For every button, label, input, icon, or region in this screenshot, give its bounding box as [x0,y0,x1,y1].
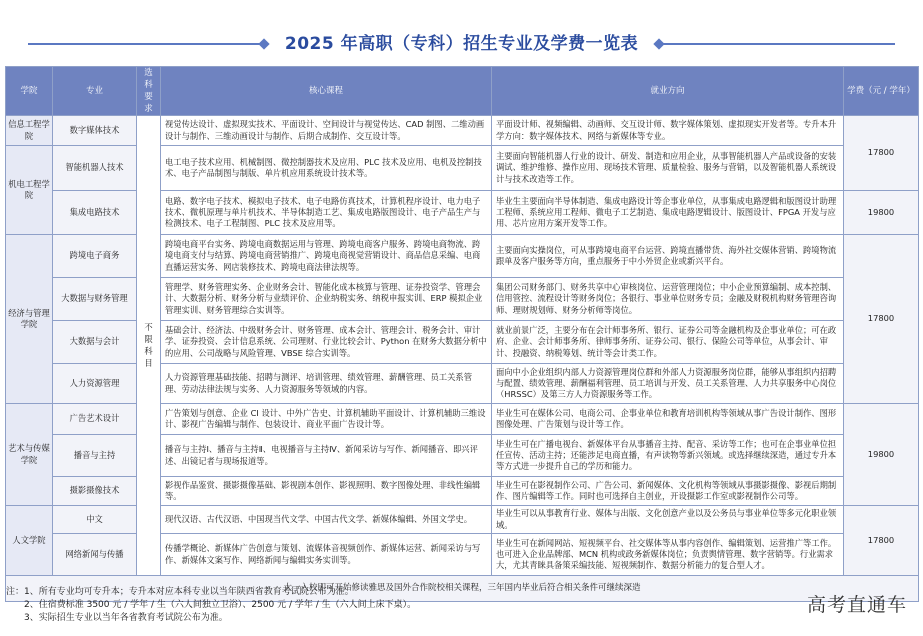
direction-cell: 毕业生可在媒体公司、电商公司、企事业单位和教育培训机构等领域从事广告设计制作、图形图像处理、广告策划与设计等工作。 [492,404,844,435]
note-text: 1、所有专业均可专升本；专升本对应本科专业以当年陕西省教育考试院公布为准。 [24,587,354,597]
courses-cell: 现代汉语、古代汉语、中国现当代文学、中国古代文学、新媒体编辑、外国文学史。 [161,506,492,534]
direction-cell: 集团公司财务部门、财务共享中心审核岗位、运营管理岗位；中小企业预算编制、成本控制、信用管控、流程设计等财务岗位；各银行、事业单位财务专员；金融及财税机构财务管理咨询师、理财规划师、财务分析师等岗位。 [492,278,844,321]
direction-cell: 毕业生可以从事教育行业、媒体与出版、文化创意产业以及公务员与事业单位等多元化职业领域。 [492,506,844,534]
major-cell: 摄影摄像技术 [53,477,137,506]
note-text: 3、实际招生专业以当年各省教育考试院公布为准。 [24,613,228,623]
major-cell: 广告艺术设计 [53,404,137,435]
college-cell: 信息工程学院 [6,116,53,146]
courses-cell: 电工电子技术应用、机械制图、微控制器技术及应用、PLC 技术及应用、电机及控制技术、电子产品制图与制版、单片机应用系统设计技术等。 [161,146,492,191]
notes-prefix: 注： [6,587,25,597]
direction-cell: 平面设计师、视频编辑、动画师、交互设计师、数字媒体策划、虚拟现实开发者等。专升本升学方向：数字媒体技术、网络与新媒体等专业。 [492,116,844,146]
major-cell: 中文 [53,506,137,534]
fee-cell: 17800 [844,116,919,191]
major-cell: 播音与主持 [53,435,137,477]
fee-cell: 19800 [844,404,919,506]
direction-cell: 毕业生主要面向半导体制造、集成电路设计等企事业单位，从事集成电路逻辑和版图设计助理工程师、系统应用工程师、微电子工艺制造、集成电路逻辑设计、版图设计、FPGA 开发与应用、芯片应用方案开发等工作。 [492,191,844,235]
notes [6,586,416,625]
header-courses: 核心课程 [161,67,492,116]
page-title: 2025 年高职（专科）招生专业及学费一览表 [284,34,639,54]
college-cell: 经济与管理学院 [6,235,53,404]
major-cell: 集成电路技术 [53,191,137,235]
header-transfer: 选科要求 [137,67,161,116]
direction-cell: 面向中小企业组织内部人力资源管理岗位群和外部人力资源服务岗位群，能够从事组织内招聘与配置、绩效管理、薪酬福利管理、员工培训与开发、员工关系管理、人力共享服务中心岗位（HRSSC）及第三方人力资源服务等工作。 [492,364,844,404]
courses-cell: 播音与主持Ⅰ、播音与主持Ⅱ、电视播音与主持Ⅳ、新闻采访与写作、新闻播音、即兴评述、出镜记者与现场报道等。 [161,435,492,477]
transfer-requirement-cell: 不限科目 [137,116,161,576]
courses-cell: 传播学概论、新媒体广告创意与策划、流媒体音视频创作、新媒体运营、新闻采访与写作、新媒体文案写作、网络新闻与编辑实务实训等。 [161,534,492,576]
title-bar [0,30,923,58]
courses-cell: 广告策划与创意、企业 CI 设计、中外广告史、计算机辅助平面设计、计算机辅助三维设计、影视广告编辑与制作、包装设计、商业平面广告设计等。 [161,404,492,435]
major-cell: 网络新闻与传播 [53,534,137,576]
courses-cell: 基础会计、经济法、中级财务会计、财务管理、成本会计、管理会计、税务会计、审计学、证券投资、会计信息系统、公司理财、行业比较会计、Python 在财务大数据分析中的应用、公司战略与风险管理、VBSE 综合实训等。 [161,321,492,364]
title-rule-left [28,43,266,45]
college-cell: 艺术与传媒学院 [6,404,53,506]
courses-cell: 视觉传达设计、虚拟现实技术、平面设计、空间设计与视觉传达、CAD 制图、二维动画设计与制作、三维动画设计与制作、后期合成制作、交互设计等。 [161,116,492,146]
major-cell: 数字媒体技术 [53,116,137,146]
fee-cell: 17800 [844,235,919,404]
fee-cell: 17800 [844,506,919,576]
header-college: 学院 [6,67,53,116]
major-cell: 大数据与会计 [53,321,137,364]
direction-cell: 就业前景广泛，主要分布在会计师事务所、银行、证券公司等金融机构及企事业单位；可在政府、企业、会计师事务所、律师事务所、证券公司、银行、保险公司等单位，从事会计、审计、投融资、纳税筹划、统计等会计类工作。 [492,321,844,364]
courses-cell: 管理学、财务管理实务、企业财务会计、智能化成本核算与管理、证券投资学、管理会计、大数据分析、财务分析与业绩评价、企业纳税实务、纳税申报实训、ERP 模拟企业管理实训、财务管理综合实训等。 [161,278,492,321]
college-cell: 人文学院 [6,506,53,576]
table-row [6,116,919,146]
note-text: 2、住宿费标准 3500 元 / 学年 / 生（六人间独立卫浴）、2500 元 / 学年 / 生（六人间上床下桌）。 [24,600,417,610]
direction-cell: 毕业生可在影视制作公司、广告公司、新闻媒体、文化机构等领域从事摄影摄像、影视后期制作、图片编辑等工作。同时也可选择自主创业，开设摄影工作室或影视制作公司等。 [492,477,844,506]
courses-cell: 跨境电商平台实务、跨境电商数据运用与管理、跨境电商客户服务、跨境电商物流、跨境电商支付与结算、跨境电商营销推广、跨境电商视觉营销设计、商品信息采编、电商直播运营实务、网店装修技术、跨境电商法律法规等。 [161,235,492,278]
major-cell: 人力资源管理 [53,364,137,404]
note-item [6,586,416,599]
footer-note: 大一入校即可开始修读雅思及国外合作院校相关课程，三年国内毕业后符合相关条件可继续深造 [6,576,919,602]
major-cell: 跨境电子商务 [53,235,137,278]
direction-cell: 毕业生可在广播电视台、新媒体平台从事播音主持、配音、采访等工作；也可在企事业单位担任宣传、活动主持；还能涉足电商直播，有声读物等新兴领域。或选择继续深造，通过专升本等方式进一步提升自己的学历和能力。 [492,435,844,477]
table-header-row [6,67,919,116]
title-rule-right [657,43,895,45]
header-major: 专业 [53,67,137,116]
direction-cell: 主要面向智能机器人行业的设计、研发、制造和应用企业，从事智能机器人产品或设备的安装调试、维护维修、操作应用、现场技术管理、质量检验、服务与营销，以及智能机器人系统设计与技术改造等工作。 [492,146,844,191]
direction-cell: 主要面向实操岗位，可从事跨境电商平台运营、跨境直播带货、海外社交媒体营销、跨境物流跟单及客户服务等方向，重点服务于中小外贸企业或新兴平台。 [492,235,844,278]
major-cell: 智能机器人技术 [53,146,137,191]
courses-cell: 电路、数字电子技术、模拟电子技术、电子电路仿真技术，计算机程序设计、电力电子技术、微机原理与单片机技术、半导体制造工艺、集成电路版图设计、电子产品生产与检测技术、电子工程制图、PLC 技术及应用等。 [161,191,492,235]
header-direction: 就业方向 [492,67,844,116]
courses-cell: 影视作品鉴赏、摄影摄像基础、影视剧本创作、影视照明、数字图像处理、非线性编辑等。 [161,477,492,506]
courses-cell: 人力资源管理基础技能、招聘与测评、培训管理、绩效管理、薪酬管理、员工关系管理、劳动法律法规与实务、人力资源服务等领域的内容。 [161,364,492,404]
note-item [6,612,416,625]
watermark: 高考直通车 [806,594,907,616]
fee-cell: 19800 [844,191,919,235]
header-fee: 学费（元 / 学年） [844,67,919,116]
college-cell: 机电工程学院 [6,146,53,235]
note-item [6,599,416,612]
majors-table [5,66,919,602]
major-cell: 大数据与财务管理 [53,278,137,321]
direction-cell: 毕业生可在新闻网站、短视频平台、社交媒体等从事内容创作、编辑策划、运营推广等工作。也可进入企业品牌部、MCN 机构或政务新媒体岗位；负责舆情管理、数字营销等。行业需求大，尤其青睐具备策采编技能、短视频制作、数据分析能力的复合型人才。 [492,534,844,576]
